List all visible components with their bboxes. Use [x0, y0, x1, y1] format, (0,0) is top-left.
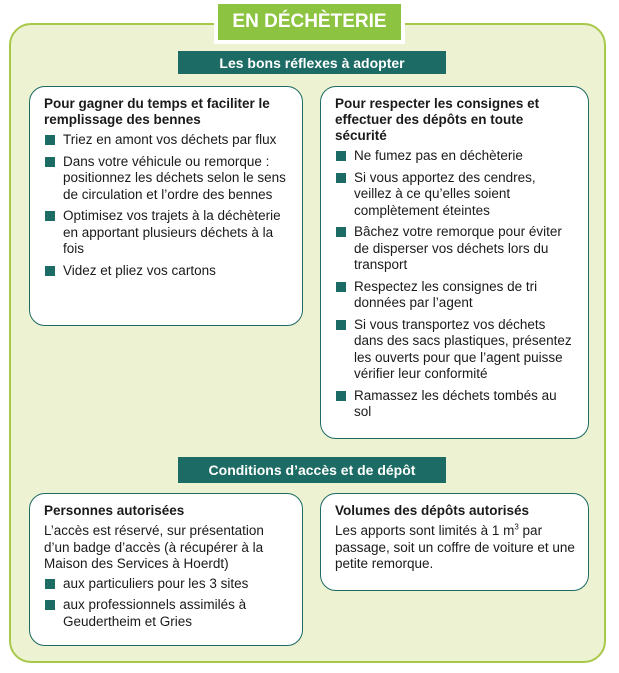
- square-bullet-icon: [336, 173, 346, 183]
- list-item: Videz et pliez vos cartons: [44, 263, 290, 280]
- card-text: Les apports sont limités à 1 $m^3$ par passage, soit un coffre de voiture et une petite remorque.: [335, 522, 575, 571]
- square-bullet-icon: [45, 579, 55, 589]
- bullet-list: [44, 132, 290, 279]
- card-intro: L’accès est réservé, sur présentation d’un badge d’accès (à récupérer à la Maison des Services à Hoerdt): [44, 523, 264, 571]
- card-authorized-volumes: [320, 493, 589, 591]
- square-bullet-icon: [336, 391, 346, 401]
- bullet-list: [44, 576, 290, 631]
- square-bullet-icon: [45, 266, 55, 276]
- list-item: Si vous apportez des cendres, veillez à ce qu’elles soient complètement éteintes: [335, 170, 576, 220]
- list-item: Ne fumez pas en déchèterie: [335, 148, 576, 165]
- square-bullet-icon: [336, 282, 346, 292]
- square-bullet-icon: [336, 227, 346, 237]
- bullet-list: [335, 148, 576, 421]
- list-item: Dans votre véhicule ou remorque : positionnez les déchets selon le sens de circulation et l’ordre des bennes: [44, 154, 290, 204]
- card-title: Pour respecter les consignes et effectuer des dépôts en toute sécurité: [335, 96, 540, 143]
- square-bullet-icon: [45, 135, 55, 145]
- card-safety-rules: [320, 86, 589, 439]
- square-bullet-icon: [336, 320, 346, 330]
- section-header-good-reflexes: Les bons réflexes à adopter: [178, 51, 446, 74]
- card-save-time: [29, 86, 303, 326]
- square-bullet-icon: [45, 211, 55, 221]
- list-item: aux particuliers pour les 3 sites: [44, 576, 290, 593]
- list-item: Si vous transportez vos déchets dans des sacs plastiques, présentez les ouverts pour que l’agent puisse vérifier leur conformité: [335, 317, 576, 383]
- list-item: Triez en amont vos déchets par flux: [44, 132, 290, 149]
- list-item: Ramassez les déchets tombés au sol: [335, 388, 576, 421]
- page-title: EN DÉCHÈTERIE: [218, 4, 401, 40]
- square-bullet-icon: [336, 151, 346, 161]
- list-item: Respectez les consignes de tri données par l’agent: [335, 279, 576, 312]
- section-header-access-conditions: Conditions d’accès et de dépôt: [178, 457, 446, 483]
- list-item: Bâchez votre remorque pour éviter de disperser vos déchets lors du transport: [335, 224, 576, 274]
- square-bullet-icon: [45, 157, 55, 167]
- card-authorized-persons: [29, 493, 303, 646]
- square-bullet-icon: [45, 600, 55, 610]
- card-title: Personnes autorisées: [44, 503, 185, 518]
- list-item: Optimisez vos trajets à la déchèterie en apportant plusieurs déchets à la fois: [44, 208, 290, 258]
- card-title: Volumes des dépôts autorisés: [335, 503, 530, 518]
- card-title: Pour gagner du temps et faciliter le remplissage des bennes: [44, 96, 270, 127]
- list-item: aux professionnels assimilés à Geudertheim et Gries: [44, 597, 290, 630]
